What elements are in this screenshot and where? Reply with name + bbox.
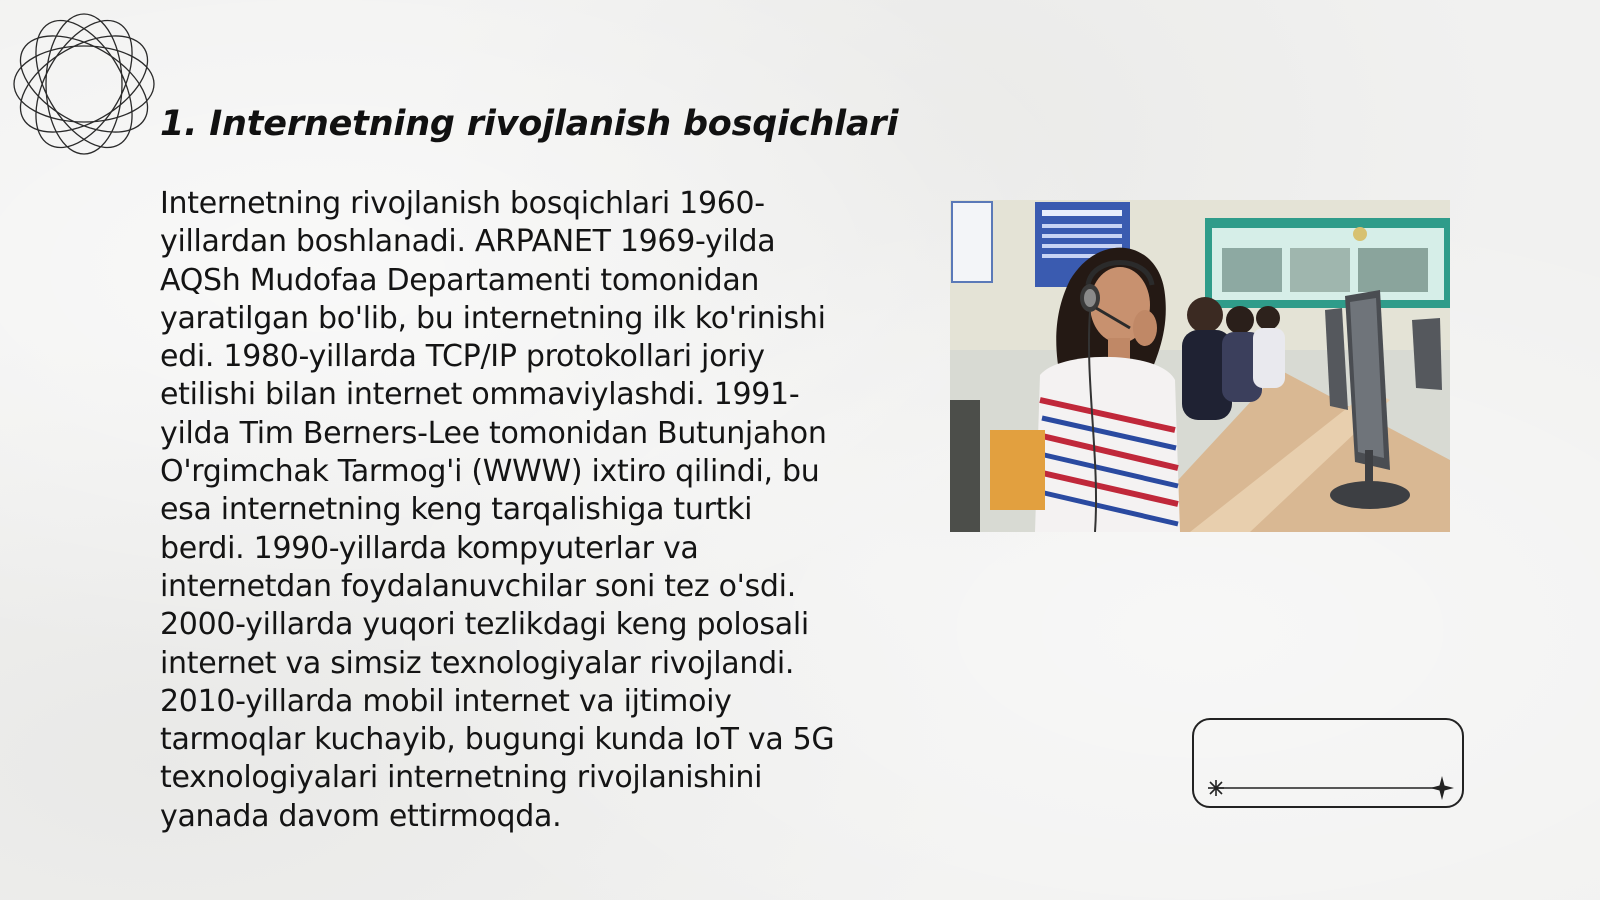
four-point-star-icon [1430, 776, 1454, 800]
slide-title: 1. Internetning rivojlanish bosqichlari [160, 104, 899, 144]
decorative-card [1192, 718, 1464, 808]
slide-body-text: Internetning rivojlanish bosqichlari 1960-yillardan boshlanadi. ARPANET 1969-yilda AQSh Mudofaa Departamenti tomonidan yaratilgan bo'lib, bu internetning ilk ko'rinishi edi. 1980-yillarda TCP/IP protokollari joriy etilishi bilan internet ommaviylashdi. 1991-yilda Tim Berners-Lee tomonidan Butunjahon O'rgimchak Tarmog'i (WWW) ixtiro qilindi, bu esa internetning keng tarqalishiga turtki berdi. 1990-yillarda kompyuterlar va internetdan foydalanuvchilar soni tez o'sdi. 2000-yillarda yuqori tezlikdagi keng polosali internet va simsiz texnologiyalar rivojlandi. 2010-yillarda mobil internet va ijtimoiy tarmoqlar kuchayib, bugungi kunda IoT va 5G texnologiyalari internetning rivojlanishini yanada davom ettirmoqda. [160, 186, 835, 834]
sparkle-icon [1208, 780, 1224, 796]
computer-lab-photo [950, 200, 1450, 532]
orbit-rings-icon [10, 10, 158, 158]
